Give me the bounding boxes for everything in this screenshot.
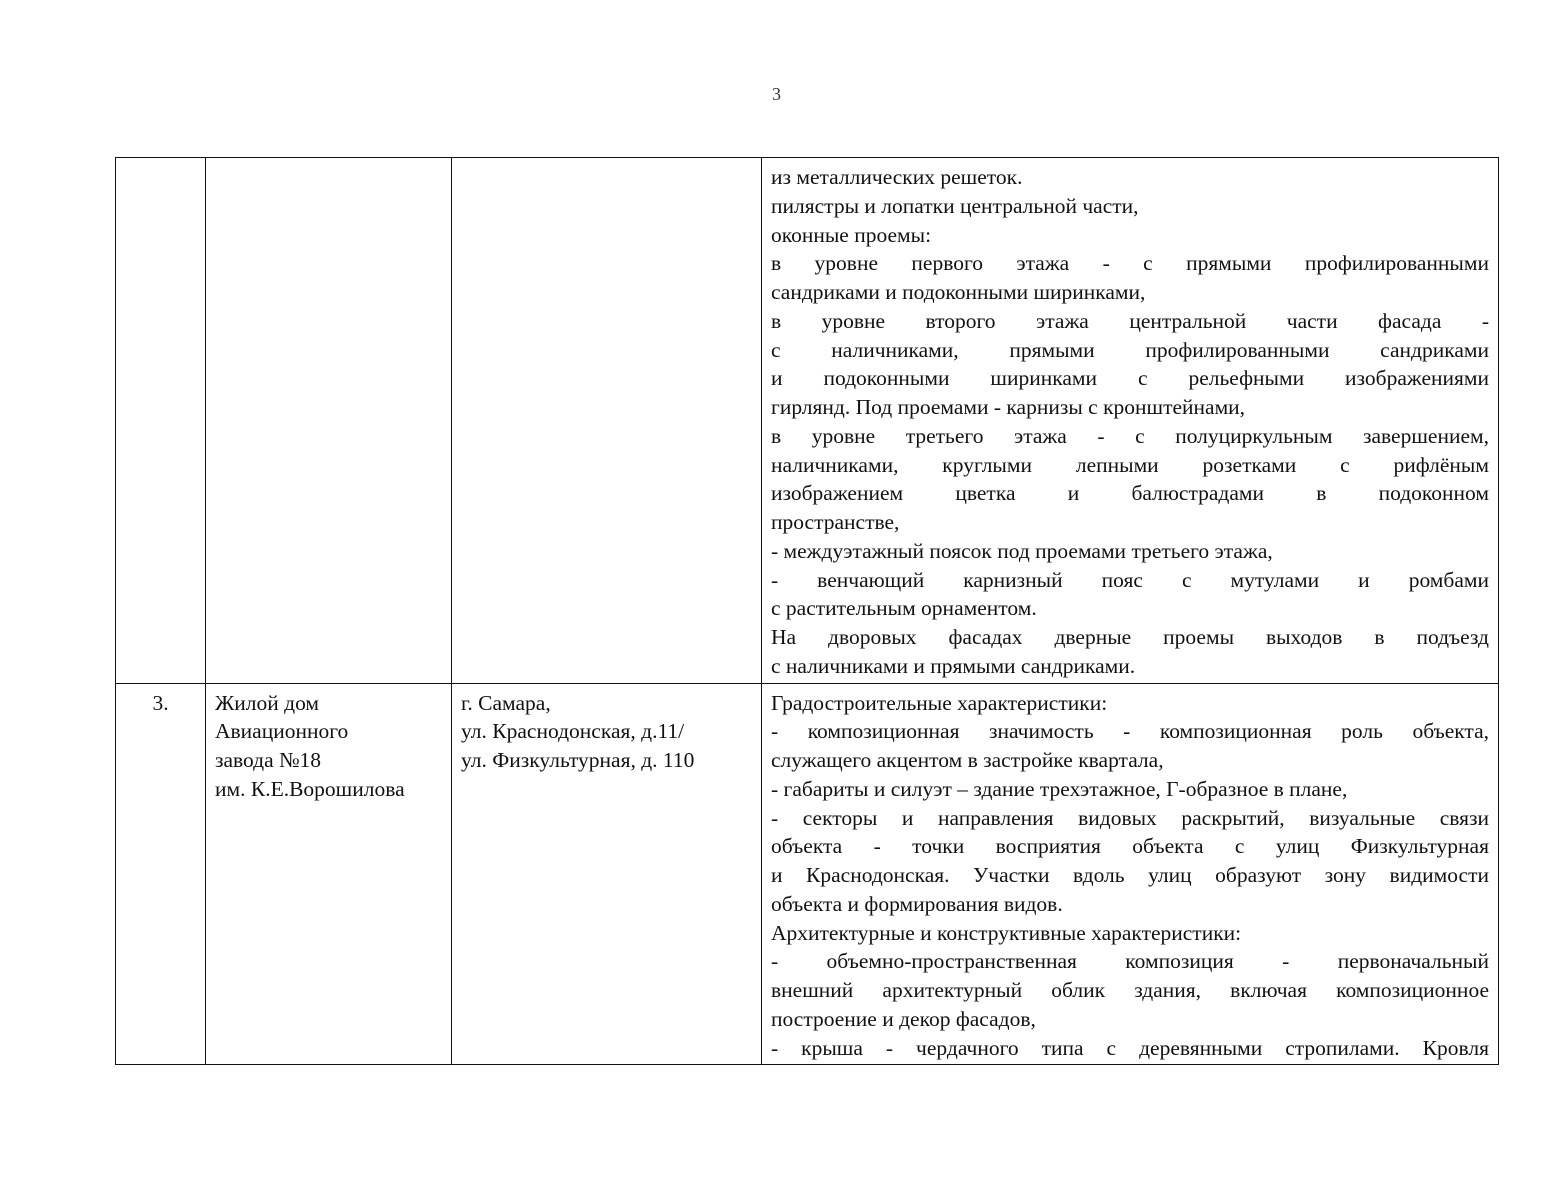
description-line: в уровне второго этажа центральной части фасада -: [771, 308, 1489, 333]
description-line: с растительным орнаментом.: [771, 596, 1037, 621]
row-number-cell: [116, 158, 206, 684]
description-line: изображением цветка и балюстрадами в подоконном: [771, 481, 1489, 506]
object-name-cell: [206, 158, 452, 684]
object-address-line: г. Самара,: [461, 690, 551, 715]
table-row: [116, 683, 1499, 1065]
object-name-line: Авиационного: [215, 719, 349, 744]
description-line: - секторы и направления видовых раскрытий, визуальные связи: [771, 805, 1489, 830]
description-line: в уровне третьего этажа - с полуциркульным завершением,: [771, 423, 1489, 448]
row-number-cell: [116, 683, 206, 1065]
description-line: из металлических решеток.: [771, 165, 1023, 189]
description-line: и подоконными ширинками с рельефными изображениями: [771, 366, 1489, 391]
object-description-cell: [762, 158, 1499, 684]
page-number: 3: [772, 84, 781, 104]
description-line: внешний архитектурный облик здания, включая композиционное: [771, 978, 1489, 1002]
description-line: с наличниками, прямыми профилированными сандриками: [771, 337, 1489, 362]
description-line: в уровне первого этажа - с прямыми профилированными: [771, 251, 1489, 276]
description-line: На дворовых фасадах дверные проемы выходов в подъезд: [771, 625, 1489, 649]
object-address-line: ул. Физкультурная, д. 110: [461, 748, 695, 772]
row-number: 3.: [152, 690, 169, 715]
description-line: - композиционная значимость - композиционная роль объекта,: [771, 719, 1489, 744]
heritage-objects-table: [115, 157, 1499, 1065]
description-line: наличниками, круглыми лепными розетками с рифлёным: [771, 452, 1489, 477]
object-description-cell: [762, 683, 1499, 1065]
description-line: - венчающий карнизный пояс с мутулами и ромбами: [771, 567, 1489, 592]
description-line: с наличниками и прямыми сандриками.: [771, 653, 1136, 678]
description-line: - объемно-пространственная композиция - первоначальный: [771, 949, 1489, 974]
object-address-cell: [452, 683, 762, 1065]
table-row: [116, 158, 1499, 684]
description-line: построение и декор фасадов,: [771, 1006, 1036, 1031]
description-line: - крыша - чердачного типа с деревянными стропилами. Кровля: [771, 1035, 1489, 1060]
object-name-cell: [206, 683, 452, 1065]
description-line: сандриками и подоконными ширинками,: [771, 280, 1146, 304]
description-line: Архитектурные и конструктивные характеристики:: [771, 920, 1242, 945]
description-line: пилястры и лопатки центральной части,: [771, 193, 1139, 218]
object-name-line: Жилой дом: [215, 690, 320, 715]
description-line: оконные проемы:: [771, 222, 932, 247]
description-line: - габариты и силуэт – здание трехэтажное, Г-образное в плане,: [771, 776, 1348, 801]
description-line: пространстве,: [771, 510, 900, 534]
object-address-cell: [452, 158, 762, 684]
description-line: объекта и формирования видов.: [771, 891, 1063, 916]
object-address-line: ул. Краснодонская, д.11/: [461, 719, 685, 744]
description-line: Градостроительные характеристики:: [771, 690, 1108, 715]
description-line: - междуэтажный поясок под проемами третьего этажа,: [771, 538, 1273, 563]
description-line: служащего акцентом в застройке квартала,: [771, 748, 1164, 772]
object-name-line: им. К.Е.Ворошилова: [215, 776, 405, 801]
description-line: объекта - точки восприятия объекта с улиц Физкультурная: [771, 834, 1489, 859]
object-name-line: завода №18: [215, 748, 322, 772]
description-line: и Краснодонская. Участки вдоль улиц образуют зону видимости: [771, 863, 1489, 887]
description-line: гирлянд. Под проемами - карнизы с кронштейнами,: [771, 395, 1246, 419]
